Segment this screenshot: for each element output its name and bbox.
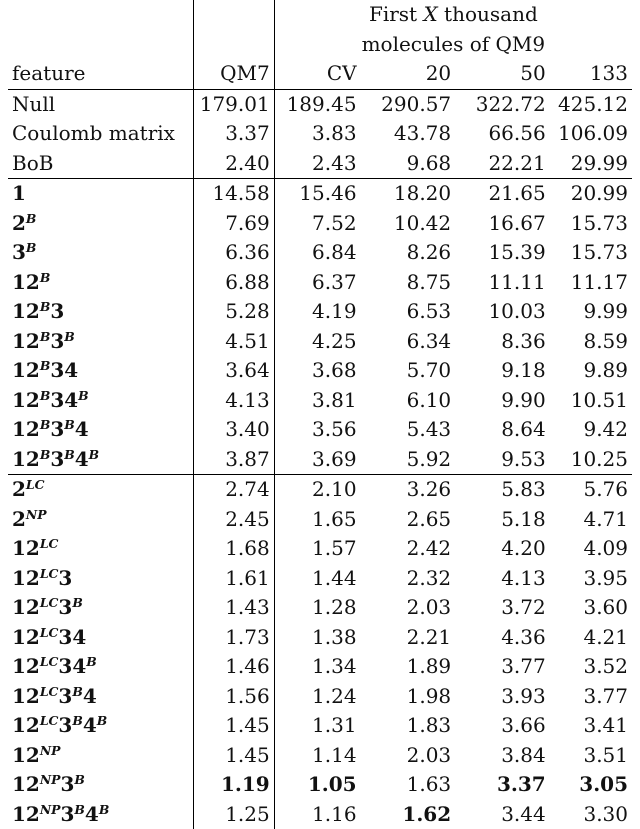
- header-empty-cell: [193, 30, 274, 60]
- feature-superscript: LC: [40, 625, 59, 640]
- value-133k: 10.51: [550, 386, 632, 416]
- value-133k: 15.73: [550, 238, 632, 268]
- feature-label: [12, 181, 26, 205]
- table-row: [8, 356, 632, 386]
- value-qm7: 4.51: [193, 327, 274, 357]
- feature-superscript: B: [72, 595, 82, 610]
- table-row: [8, 445, 632, 475]
- value-133k: 4.09: [550, 534, 632, 564]
- feature-label: [12, 566, 72, 590]
- value-20k: 1.83: [361, 711, 456, 741]
- feature-label: Null: [12, 92, 55, 116]
- value-50k: 4.13: [455, 564, 550, 594]
- value-20k: 290.57: [361, 89, 456, 119]
- value-133k: 5.76: [550, 475, 632, 505]
- feature-superscript: B: [99, 802, 109, 817]
- feature-cell: [8, 297, 193, 327]
- feature-superscript: B: [64, 417, 74, 432]
- value-cv: 4.19: [274, 297, 360, 327]
- value-50k: 8.64: [455, 415, 550, 445]
- value-133k: 8.59: [550, 327, 632, 357]
- value-cv: 1.28: [274, 593, 360, 623]
- feature-cell: [8, 564, 193, 594]
- table-row: [8, 149, 632, 179]
- header-row-2: [8, 30, 632, 60]
- table-row: [8, 770, 632, 800]
- feature-term: 12: [12, 417, 40, 441]
- table-row: [8, 297, 632, 327]
- value-133k: 4.71: [550, 505, 632, 535]
- feature-label: [12, 299, 64, 323]
- value-20k: 6.10: [361, 386, 456, 416]
- feature-label: BoB: [12, 151, 53, 175]
- feature-cell: [8, 505, 193, 535]
- value-50k: 66.56: [455, 119, 550, 149]
- feature-superscript: B: [40, 447, 50, 462]
- value-50k: 22.21: [455, 149, 550, 179]
- value-20k: 1.63: [361, 770, 456, 800]
- value-133k: 29.99: [550, 149, 632, 179]
- feature-cell: [8, 623, 193, 653]
- value-20k: 2.32: [361, 564, 456, 594]
- value-20k: 2.42: [361, 534, 456, 564]
- value-20k: 5.43: [361, 415, 456, 445]
- value-133k: 3.52: [550, 652, 632, 682]
- value-50k: 3.72: [455, 593, 550, 623]
- feature-term: 3: [58, 684, 72, 708]
- header-empty-cell: [8, 0, 193, 30]
- value-cv: 1.44: [274, 564, 360, 594]
- feature-superscript: LC: [40, 654, 59, 669]
- value-50k: 21.65: [455, 179, 550, 209]
- value-20k: 43.78: [361, 119, 456, 149]
- feature-cell: [8, 356, 193, 386]
- value-20k: 9.68: [361, 149, 456, 179]
- table-row: [8, 623, 632, 653]
- feature-label: [12, 654, 97, 678]
- table-row: [8, 386, 632, 416]
- value-cv: 4.25: [274, 327, 360, 357]
- feature-label: [12, 684, 97, 708]
- feature-superscript: B: [86, 654, 96, 669]
- feature-cell: [8, 386, 193, 416]
- value-50k: 3.84: [455, 741, 550, 771]
- value-qm7: 5.28: [193, 297, 274, 327]
- table-row: [8, 564, 632, 594]
- feature-cell: [8, 800, 193, 829]
- feature-label: [12, 240, 36, 264]
- feature-term: 2: [12, 477, 26, 501]
- value-50k: 322.72: [455, 89, 550, 119]
- feature-term: 4: [75, 417, 89, 441]
- value-20k: 10.42: [361, 209, 456, 239]
- feature-cell: [8, 415, 193, 445]
- value-133k: 4.21: [550, 623, 632, 653]
- feature-term: 34: [50, 388, 78, 412]
- value-20k: 2.03: [361, 741, 456, 771]
- value-cv: 15.46: [274, 179, 360, 209]
- header-row-1: [8, 0, 632, 30]
- feature-superscript: LC: [40, 684, 59, 699]
- feature-term: 34: [50, 358, 78, 382]
- feature-superscript: B: [40, 417, 50, 432]
- feature-label: [12, 329, 75, 353]
- value-50k: 9.90: [455, 386, 550, 416]
- table-row: [8, 800, 632, 829]
- value-20k: 5.92: [361, 445, 456, 475]
- feature-cell: [8, 445, 193, 475]
- feature-label: [12, 358, 78, 382]
- table-row: [8, 327, 632, 357]
- feature-term: 4: [83, 713, 97, 737]
- feature-superscript: NP: [40, 772, 61, 787]
- value-20k: 6.34: [361, 327, 456, 357]
- feature-label: [12, 802, 109, 826]
- feature-superscript: LC: [40, 595, 59, 610]
- feature-superscript: B: [74, 772, 84, 787]
- feature-superscript: B: [40, 358, 50, 373]
- table-body: [8, 89, 632, 829]
- value-20k: 1.62: [361, 800, 456, 829]
- value-50k: 10.03: [455, 297, 550, 327]
- feature-term: 12: [12, 713, 40, 737]
- feature-superscript: B: [40, 329, 50, 344]
- header-empty-cell: [193, 0, 274, 30]
- feature-term: 12: [12, 743, 40, 767]
- value-qm7: 1.43: [193, 593, 274, 623]
- column-header-cv: CV: [274, 59, 360, 89]
- value-50k: 3.37: [455, 770, 550, 800]
- feature-term: 34: [58, 625, 86, 649]
- value-qm7: 14.58: [193, 179, 274, 209]
- column-header-133: 133: [550, 59, 632, 89]
- feature-term: 3: [61, 802, 75, 826]
- feature-term: 3: [58, 713, 72, 737]
- value-133k: 3.51: [550, 741, 632, 771]
- feature-term: 12: [12, 566, 40, 590]
- value-qm7: 6.36: [193, 238, 274, 268]
- feature-label: [12, 417, 89, 441]
- feature-label: [12, 625, 86, 649]
- value-20k: 2.03: [361, 593, 456, 623]
- feature-label: [12, 211, 36, 235]
- value-133k: 9.99: [550, 297, 632, 327]
- value-qm7: 3.64: [193, 356, 274, 386]
- value-20k: 6.53: [361, 297, 456, 327]
- value-cv: 2.10: [274, 475, 360, 505]
- feature-label: Coulomb matrix: [12, 121, 175, 145]
- table-row: [8, 741, 632, 771]
- value-qm7: 1.56: [193, 682, 274, 712]
- value-qm7: 1.68: [193, 534, 274, 564]
- feature-term: 4: [75, 447, 89, 471]
- header-span-prefix: First: [369, 2, 424, 26]
- value-cv: 7.52: [274, 209, 360, 239]
- value-qm7: 1.19: [193, 770, 274, 800]
- feature-superscript: B: [72, 713, 82, 728]
- value-cv: 6.84: [274, 238, 360, 268]
- table-row: [8, 593, 632, 623]
- table-row: [8, 238, 632, 268]
- value-cv: 1.24: [274, 682, 360, 712]
- feature-superscript: B: [74, 802, 84, 817]
- feature-term: 3: [58, 595, 72, 619]
- feature-superscript: B: [89, 447, 99, 462]
- feature-term: 12: [12, 684, 40, 708]
- value-cv: 189.45: [274, 89, 360, 119]
- feature-label: [12, 536, 58, 560]
- value-20k: 2.65: [361, 505, 456, 535]
- value-qm7: 6.88: [193, 268, 274, 298]
- table-row: [8, 505, 632, 535]
- value-133k: 3.30: [550, 800, 632, 829]
- feature-superscript: LC: [40, 713, 59, 728]
- feature-term: 3: [50, 417, 64, 441]
- feature-term: 3: [50, 299, 64, 323]
- value-133k: 9.42: [550, 415, 632, 445]
- value-20k: 1.98: [361, 682, 456, 712]
- value-50k: 3.44: [455, 800, 550, 829]
- feature-superscript: NP: [26, 507, 47, 522]
- feature-superscript: B: [72, 684, 82, 699]
- feature-superscript: B: [64, 329, 74, 344]
- value-20k: 8.26: [361, 238, 456, 268]
- value-133k: 425.12: [550, 89, 632, 119]
- column-header-50: 50: [455, 59, 550, 89]
- feature-superscript: B: [26, 211, 36, 226]
- table-row: [8, 89, 632, 119]
- table-row: [8, 415, 632, 445]
- value-20k: 2.21: [361, 623, 456, 653]
- value-cv: 3.83: [274, 119, 360, 149]
- value-50k: 4.20: [455, 534, 550, 564]
- value-cv: 1.34: [274, 652, 360, 682]
- feature-label: [12, 447, 99, 471]
- value-20k: 3.26: [361, 475, 456, 505]
- feature-term: 12: [12, 625, 40, 649]
- value-20k: 1.89: [361, 652, 456, 682]
- feature-term: 3: [12, 240, 26, 264]
- value-cv: 1.14: [274, 741, 360, 771]
- value-133k: 20.99: [550, 179, 632, 209]
- value-cv: 1.57: [274, 534, 360, 564]
- feature-term: 3: [61, 772, 75, 796]
- table-row: [8, 209, 632, 239]
- value-qm7: 1.73: [193, 623, 274, 653]
- feature-superscript: B: [26, 240, 36, 255]
- feature-cell: [8, 682, 193, 712]
- feature-term: 4: [83, 684, 97, 708]
- value-133k: 15.73: [550, 209, 632, 239]
- value-133k: 9.89: [550, 356, 632, 386]
- feature-label: [12, 388, 89, 412]
- feature-superscript: B: [40, 299, 50, 314]
- table-row: [8, 682, 632, 712]
- feature-cell: [8, 89, 193, 119]
- value-133k: 3.77: [550, 682, 632, 712]
- value-cv: 1.38: [274, 623, 360, 653]
- feature-superscript: LC: [26, 477, 45, 492]
- feature-cell: [8, 119, 193, 149]
- value-qm7: 1.61: [193, 564, 274, 594]
- feature-term: 12: [12, 358, 40, 382]
- feature-cell: [8, 770, 193, 800]
- header-span-variable: X: [423, 2, 437, 26]
- feature-cell: [8, 268, 193, 298]
- table-row: [8, 268, 632, 298]
- feature-cell: [8, 475, 193, 505]
- value-50k: 3.66: [455, 711, 550, 741]
- feature-cell: [8, 179, 193, 209]
- value-133k: 3.95: [550, 564, 632, 594]
- value-qm7: 2.45: [193, 505, 274, 535]
- value-cv: 3.56: [274, 415, 360, 445]
- value-qm7: 1.45: [193, 741, 274, 771]
- value-cv: 2.43: [274, 149, 360, 179]
- value-cv: 3.81: [274, 386, 360, 416]
- value-50k: 3.93: [455, 682, 550, 712]
- table-row: [8, 475, 632, 505]
- feature-term: 1: [12, 181, 26, 205]
- value-qm7: 3.37: [193, 119, 274, 149]
- header-span-suffix: thousand: [438, 2, 538, 26]
- feature-label: [12, 772, 85, 796]
- value-qm7: 179.01: [193, 89, 274, 119]
- table-row: [8, 711, 632, 741]
- feature-superscript: LC: [40, 536, 59, 551]
- value-50k: 16.67: [455, 209, 550, 239]
- value-50k: 15.39: [455, 238, 550, 268]
- value-20k: 5.70: [361, 356, 456, 386]
- table-row: [8, 652, 632, 682]
- value-qm7: 1.45: [193, 711, 274, 741]
- value-cv: 1.05: [274, 770, 360, 800]
- feature-term: 12: [12, 270, 40, 294]
- value-133k: 106.09: [550, 119, 632, 149]
- value-qm7: 2.74: [193, 475, 274, 505]
- value-133k: 3.60: [550, 593, 632, 623]
- value-qm7: 3.40: [193, 415, 274, 445]
- value-cv: 1.31: [274, 711, 360, 741]
- feature-superscript: B: [40, 388, 50, 403]
- column-header-feature: feature: [8, 59, 193, 89]
- feature-superscript: LC: [40, 566, 59, 581]
- feature-superscript: B: [78, 388, 88, 403]
- header-span-line2: molecules of QM9: [274, 30, 632, 60]
- feature-term: 12: [12, 536, 40, 560]
- feature-cell: [8, 741, 193, 771]
- feature-cell: [8, 209, 193, 239]
- header-row-3: [8, 59, 632, 89]
- feature-superscript: B: [64, 447, 74, 462]
- feature-label: [12, 477, 45, 501]
- feature-term: 2: [12, 507, 26, 531]
- value-cv: 3.69: [274, 445, 360, 475]
- table-row: [8, 179, 632, 209]
- value-qm7: 1.25: [193, 800, 274, 829]
- feature-label: [12, 595, 83, 619]
- column-header-qm7: QM7: [193, 59, 274, 89]
- header-span-line1: [274, 0, 632, 30]
- value-50k: 5.18: [455, 505, 550, 535]
- feature-term: 12: [12, 654, 40, 678]
- value-50k: 8.36: [455, 327, 550, 357]
- feature-cell: [8, 149, 193, 179]
- value-cv: 6.37: [274, 268, 360, 298]
- table-row: [8, 534, 632, 564]
- feature-cell: [8, 238, 193, 268]
- feature-label: [12, 713, 107, 737]
- value-qm7: 4.13: [193, 386, 274, 416]
- feature-term: 12: [12, 388, 40, 412]
- feature-superscript: NP: [40, 802, 61, 817]
- feature-cell: [8, 593, 193, 623]
- feature-term: 3: [50, 447, 64, 471]
- feature-term: 2: [12, 211, 26, 235]
- feature-cell: [8, 652, 193, 682]
- feature-superscript: B: [97, 713, 107, 728]
- value-qm7: 2.40: [193, 149, 274, 179]
- feature-cell: [8, 534, 193, 564]
- value-50k: 5.83: [455, 475, 550, 505]
- value-qm7: 1.46: [193, 652, 274, 682]
- feature-superscript: B: [40, 270, 50, 285]
- feature-term: 12: [12, 595, 40, 619]
- feature-label: [12, 743, 61, 767]
- feature-label: [12, 507, 47, 531]
- results-table: [8, 0, 632, 829]
- value-20k: 8.75: [361, 268, 456, 298]
- feature-superscript: NP: [40, 743, 61, 758]
- value-133k: 3.41: [550, 711, 632, 741]
- feature-term: 12: [12, 299, 40, 323]
- value-133k: 10.25: [550, 445, 632, 475]
- value-50k: 4.36: [455, 623, 550, 653]
- value-cv: 1.65: [274, 505, 360, 535]
- value-qm7: 3.87: [193, 445, 274, 475]
- value-cv: 3.68: [274, 356, 360, 386]
- table-row: [8, 119, 632, 149]
- feature-label: [12, 270, 50, 294]
- column-header-20: 20: [361, 59, 456, 89]
- feature-term: 12: [12, 329, 40, 353]
- value-133k: 11.17: [550, 268, 632, 298]
- feature-term: 4: [85, 802, 99, 826]
- value-cv: 1.16: [274, 800, 360, 829]
- feature-term: 12: [12, 772, 40, 796]
- feature-cell: [8, 711, 193, 741]
- value-qm7: 7.69: [193, 209, 274, 239]
- value-50k: 11.11: [455, 268, 550, 298]
- header-empty-cell: [8, 30, 193, 60]
- value-50k: 9.53: [455, 445, 550, 475]
- value-20k: 18.20: [361, 179, 456, 209]
- feature-term: 3: [58, 566, 72, 590]
- feature-term: 3: [50, 329, 64, 353]
- feature-term: 34: [58, 654, 86, 678]
- feature-term: 12: [12, 447, 40, 471]
- value-133k: 3.05: [550, 770, 632, 800]
- feature-term: 12: [12, 802, 40, 826]
- feature-cell: [8, 327, 193, 357]
- value-50k: 9.18: [455, 356, 550, 386]
- value-50k: 3.77: [455, 652, 550, 682]
